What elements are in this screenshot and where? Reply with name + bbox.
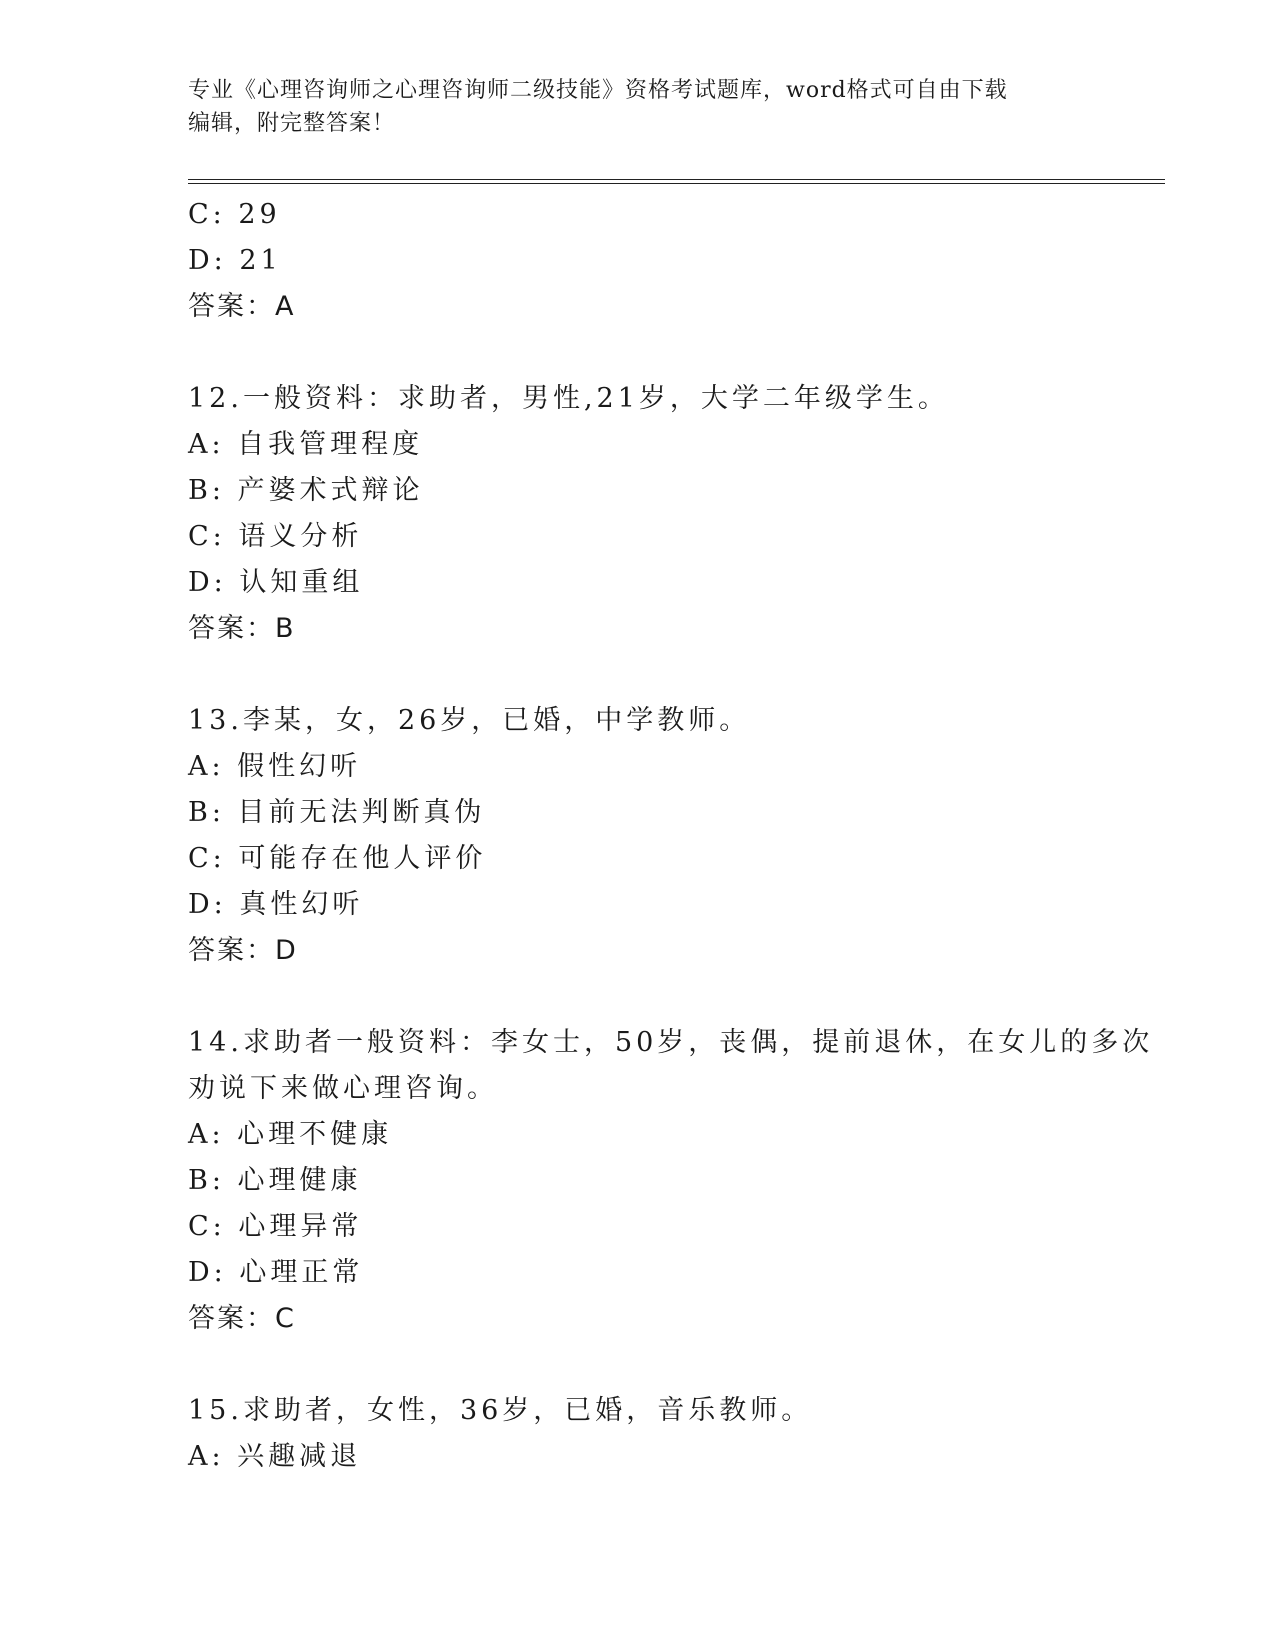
question-list	[188, 192, 1154, 1480]
answer: 答案：C	[188, 1303, 296, 1334]
question-12	[188, 376, 1128, 652]
header-line-2: 编辑，附完整答案！	[188, 111, 396, 136]
spacer	[188, 652, 1128, 698]
option-d: D: 认知重组	[188, 567, 364, 598]
option-d: D: 21	[188, 245, 282, 276]
question-stem-line-1: 14.求助者一般资料：李女士，50岁，丧偶，提前退休，在女儿的多次	[188, 1027, 1154, 1058]
question-stem-line-2: 劝说下来做心理咨询。	[188, 1073, 498, 1104]
header-rule-bottom	[188, 183, 1165, 184]
header-rule-top	[188, 179, 1165, 180]
option-d: D: 真性幻听	[188, 889, 364, 920]
spacer	[188, 1342, 1128, 1388]
question-stem: 15.求助者，女性，36岁，已婚，音乐教师。	[188, 1395, 813, 1426]
option-b: B: 心理健康	[188, 1165, 362, 1196]
option-c: C: 语义分析	[188, 521, 363, 552]
option-b: B: 产婆术式辩论	[188, 475, 424, 506]
answer: 答案：A	[188, 291, 296, 322]
question-11-partial	[188, 192, 1128, 330]
option-a: A: 兴趣减退	[188, 1441, 362, 1472]
option-d: D: 心理正常	[188, 1257, 364, 1288]
document-header	[188, 74, 1088, 140]
question-15	[188, 1388, 1128, 1480]
answer: 答案：B	[188, 613, 296, 644]
option-b: B: 目前无法判断真伪	[188, 797, 486, 828]
question-stem: 13.李某，女，26岁，已婚，中学教师。	[188, 705, 751, 736]
answer: 答案：D	[188, 935, 298, 966]
question-stem: 12.一般资料：求助者，男性,21岁，大学二年级学生。	[188, 383, 949, 414]
option-c: C: 可能存在他人评价	[188, 843, 487, 874]
question-13	[188, 698, 1128, 974]
option-a: A: 假性幻听	[188, 751, 362, 782]
header-line-1: 专业《心理咨询师之心理咨询师二级技能》资格考试题库，word格式可自由下载	[188, 78, 1008, 103]
option-c: C: 心理异常	[188, 1211, 363, 1242]
option-a: A: 心理不健康	[188, 1119, 393, 1150]
spacer	[188, 974, 1128, 1020]
question-14	[188, 1020, 1154, 1342]
option-a: A: 自我管理程度	[188, 429, 424, 460]
spacer	[188, 330, 1128, 376]
option-c: C: 29	[188, 199, 281, 230]
